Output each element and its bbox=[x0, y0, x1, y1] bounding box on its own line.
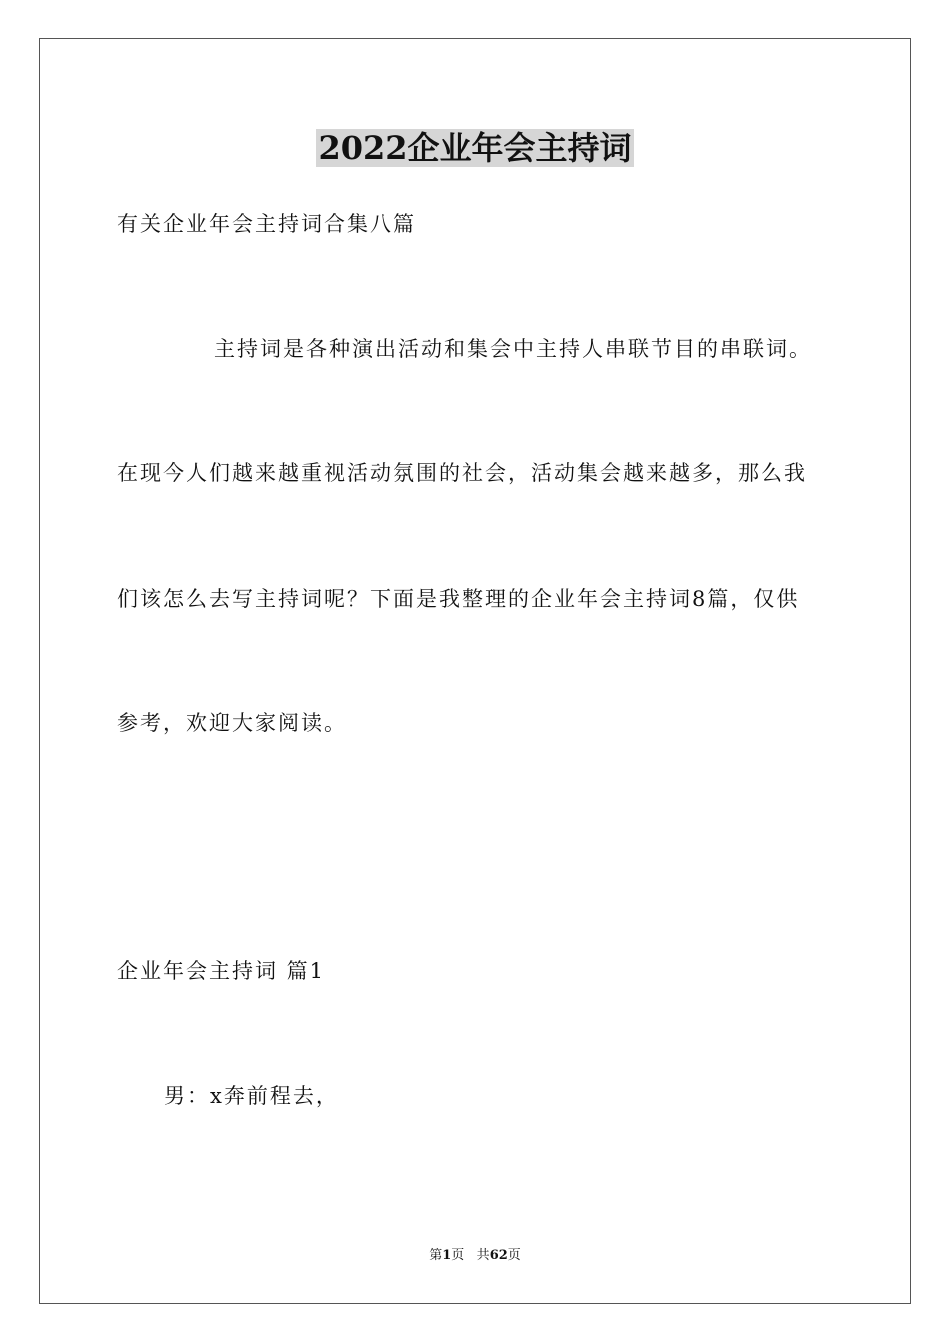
footer-total-prefix: 共 bbox=[476, 1248, 490, 1263]
paragraph-body-line-2: 们该怎么去写主持词呢？下面是我整理的企业年会主持词8篇，仅供 bbox=[117, 587, 800, 611]
document-title-text: 2022企业年会主持词 bbox=[318, 129, 632, 167]
page-footer bbox=[0, 1247, 950, 1265]
footer-page-unit: 页 bbox=[451, 1248, 465, 1263]
footer-page-number: 1 bbox=[442, 1248, 452, 1263]
paragraph-intro-heading: 有关企业年会主持词合集八篇 bbox=[117, 212, 416, 236]
footer-total-pages: 62 bbox=[489, 1248, 508, 1263]
paragraph-body-line-3: 参考，欢迎大家阅读。 bbox=[117, 711, 347, 735]
paragraph-body-line-1: 在现今人们越来越重视活动氛围的社会，活动集会越来越多，那么我 bbox=[117, 461, 807, 485]
footer-page-prefix: 第 bbox=[429, 1248, 443, 1263]
script-line: 男：x奔前程去， bbox=[164, 1084, 339, 1108]
footer-total-unit: 页 bbox=[507, 1248, 521, 1263]
paragraph-definition: 主持词是各种演出活动和集会中主持人串联节目的串联词。 bbox=[214, 337, 812, 361]
section-heading: 企业年会主持词 篇1 bbox=[117, 959, 326, 983]
document-title bbox=[0, 126, 950, 170]
